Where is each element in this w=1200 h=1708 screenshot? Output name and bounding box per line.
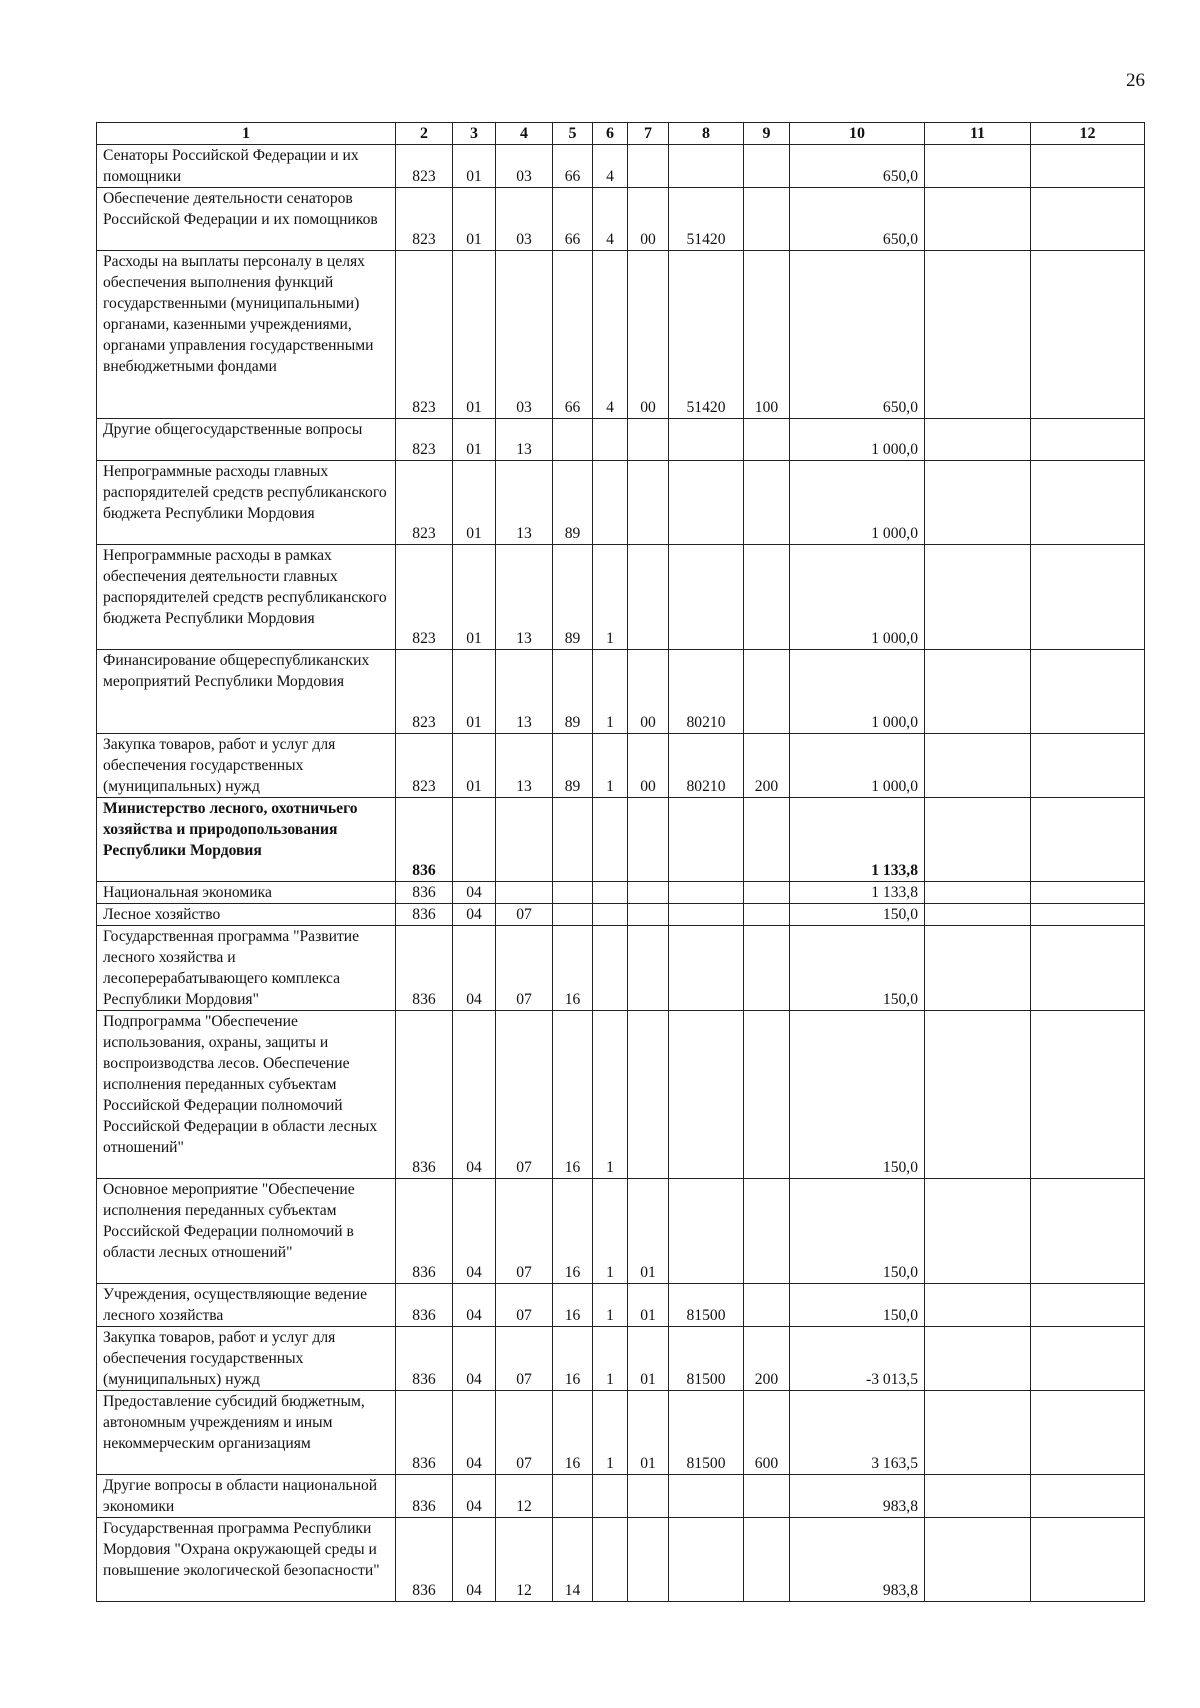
cell-c11 <box>925 798 1031 882</box>
cell-c6: 4 <box>593 188 628 251</box>
cell-c6 <box>593 904 628 926</box>
cell-c10: 650,0 <box>790 145 925 188</box>
cell-c3: 01 <box>453 734 496 798</box>
cell-c8: 81500 <box>669 1284 744 1327</box>
header-row <box>97 123 1145 145</box>
cell-c6: 4 <box>593 251 628 419</box>
row-name: Обеспечение деятельности сенаторов Российской Федерации и их помощников <box>97 188 396 251</box>
cell-c5: 16 <box>553 926 593 1011</box>
cell-c7 <box>628 926 669 1011</box>
cell-c2: 823 <box>396 650 453 734</box>
cell-c9: 200 <box>744 734 790 798</box>
cell-c10: 1 133,8 <box>790 798 925 882</box>
cell-c11 <box>925 188 1031 251</box>
cell-c2: 836 <box>396 926 453 1011</box>
cell-c7 <box>628 461 669 545</box>
cell-c10: -3 013,5 <box>790 1327 925 1391</box>
cell-c9: 200 <box>744 1327 790 1391</box>
cell-c7: 01 <box>628 1179 669 1284</box>
cell-c11 <box>925 882 1031 904</box>
cell-c8: 51420 <box>669 188 744 251</box>
row-name: Закупка товаров, работ и услуг для обеспечения государственных (муниципальных) нужд <box>97 734 396 798</box>
row-name: Учреждения, осуществляющие ведение лесного хозяйства <box>97 1284 396 1327</box>
cell-c9: 600 <box>744 1391 790 1475</box>
cell-c2: 836 <box>396 798 453 882</box>
cell-c3: 04 <box>453 1518 496 1602</box>
cell-c8 <box>669 926 744 1011</box>
cell-c10: 1 000,0 <box>790 461 925 545</box>
cell-c4 <box>496 798 553 882</box>
column-header-8: 8 <box>669 123 744 145</box>
cell-c11 <box>925 1327 1031 1391</box>
cell-c12 <box>1031 419 1145 461</box>
cell-c6: 1 <box>593 1284 628 1327</box>
cell-c10: 150,0 <box>790 1179 925 1284</box>
cell-c3: 04 <box>453 1475 496 1518</box>
table-row <box>97 419 1145 461</box>
cell-c3: 04 <box>453 926 496 1011</box>
cell-c8 <box>669 461 744 545</box>
table-row <box>97 461 1145 545</box>
cell-c11 <box>925 251 1031 419</box>
cell-c3: 04 <box>453 882 496 904</box>
cell-c7: 01 <box>628 1327 669 1391</box>
cell-c9 <box>744 461 790 545</box>
cell-c10: 150,0 <box>790 926 925 1011</box>
cell-c3: 04 <box>453 1179 496 1284</box>
cell-c3: 04 <box>453 1327 496 1391</box>
cell-c6 <box>593 1475 628 1518</box>
cell-c8 <box>669 419 744 461</box>
column-header-10: 10 <box>790 123 925 145</box>
cell-c12 <box>1031 926 1145 1011</box>
cell-c2: 836 <box>396 1391 453 1475</box>
cell-c4: 13 <box>496 650 553 734</box>
cell-c2: 823 <box>396 461 453 545</box>
cell-c5: 89 <box>553 545 593 650</box>
cell-c8 <box>669 145 744 188</box>
cell-c7 <box>628 882 669 904</box>
table-row <box>97 882 1145 904</box>
cell-c5: 16 <box>553 1284 593 1327</box>
cell-c8: 80210 <box>669 734 744 798</box>
cell-c3 <box>453 798 496 882</box>
cell-c2: 823 <box>396 145 453 188</box>
column-header-4: 4 <box>496 123 553 145</box>
cell-c11 <box>925 145 1031 188</box>
cell-c12 <box>1031 1518 1145 1602</box>
cell-c4: 07 <box>496 1011 553 1179</box>
table-row <box>97 1475 1145 1518</box>
cell-c5 <box>553 882 593 904</box>
row-name: Национальная экономика <box>97 882 396 904</box>
cell-c8 <box>669 1475 744 1518</box>
cell-c6: 4 <box>593 145 628 188</box>
row-name: Непрограммные расходы главных распорядителей средств республиканского бюджета Республики Мордовия <box>97 461 396 545</box>
cell-c12 <box>1031 1327 1145 1391</box>
cell-c11 <box>925 926 1031 1011</box>
cell-c6: 1 <box>593 1327 628 1391</box>
cell-c12 <box>1031 904 1145 926</box>
cell-c12 <box>1031 461 1145 545</box>
cell-c7: 00 <box>628 251 669 419</box>
cell-c8 <box>669 882 744 904</box>
cell-c12 <box>1031 1475 1145 1518</box>
table-row <box>97 188 1145 251</box>
cell-c6: 1 <box>593 545 628 650</box>
cell-c3: 04 <box>453 1011 496 1179</box>
cell-c8: 51420 <box>669 251 744 419</box>
cell-c11 <box>925 1011 1031 1179</box>
cell-c11 <box>925 1284 1031 1327</box>
cell-c11 <box>925 1179 1031 1284</box>
cell-c10: 1 000,0 <box>790 650 925 734</box>
cell-c4: 07 <box>496 904 553 926</box>
page-number: 26 <box>1126 70 1145 91</box>
cell-c7: 00 <box>628 188 669 251</box>
cell-c10: 3 163,5 <box>790 1391 925 1475</box>
cell-c2: 836 <box>396 1475 453 1518</box>
cell-c8 <box>669 1179 744 1284</box>
cell-c9 <box>744 1284 790 1327</box>
cell-c12 <box>1031 1284 1145 1327</box>
cell-c7 <box>628 1011 669 1179</box>
cell-c4: 07 <box>496 926 553 1011</box>
row-name: Подпрограмма "Обеспечение использования, охраны, защиты и воспроизводства лесов. Обеспечение исполнения переданных субъектам Российской Федерации полномочий Российской Федерации в области лесных отношений" <box>97 1011 396 1179</box>
table-row <box>97 251 1145 419</box>
cell-c3: 01 <box>453 419 496 461</box>
budget-table <box>96 122 1145 1602</box>
row-name: Министерство лесного, охотничьего хозяйства и природопользования Республики Мордовия <box>97 798 396 882</box>
cell-c7: 01 <box>628 1284 669 1327</box>
cell-c12 <box>1031 882 1145 904</box>
column-header-5: 5 <box>553 123 593 145</box>
column-header-3: 3 <box>453 123 496 145</box>
cell-c11 <box>925 419 1031 461</box>
row-name: Государственная программа "Развитие лесного хозяйства и лесоперерабатывающего комплекса Республики Мордовия" <box>97 926 396 1011</box>
cell-c11 <box>925 1475 1031 1518</box>
cell-c12 <box>1031 1391 1145 1475</box>
cell-c5 <box>553 1475 593 1518</box>
cell-c6: 1 <box>593 734 628 798</box>
cell-c4: 03 <box>496 251 553 419</box>
cell-c3: 04 <box>453 1284 496 1327</box>
cell-c7 <box>628 419 669 461</box>
table-row <box>97 145 1145 188</box>
cell-c5: 16 <box>553 1179 593 1284</box>
cell-c12 <box>1031 798 1145 882</box>
cell-c12 <box>1031 188 1145 251</box>
table-row <box>97 545 1145 650</box>
column-header-12: 12 <box>1031 123 1145 145</box>
table-row <box>97 1284 1145 1327</box>
row-name: Лесное хозяйство <box>97 904 396 926</box>
cell-c11 <box>925 461 1031 545</box>
row-name: Закупка товаров, работ и услуг для обеспечения государственных (муниципальных) нужд <box>97 1327 396 1391</box>
cell-c5: 66 <box>553 188 593 251</box>
column-header-9: 9 <box>744 123 790 145</box>
cell-c7 <box>628 798 669 882</box>
cell-c12 <box>1031 1179 1145 1284</box>
cell-c3: 01 <box>453 251 496 419</box>
cell-c7 <box>628 1475 669 1518</box>
cell-c2: 823 <box>396 734 453 798</box>
cell-c4: 13 <box>496 734 553 798</box>
cell-c2: 836 <box>396 882 453 904</box>
cell-c12 <box>1031 650 1145 734</box>
table-row <box>97 1391 1145 1475</box>
cell-c10: 1 000,0 <box>790 419 925 461</box>
cell-c3: 01 <box>453 145 496 188</box>
cell-c2: 836 <box>396 904 453 926</box>
cell-c7 <box>628 545 669 650</box>
cell-c6 <box>593 419 628 461</box>
table-row <box>97 1011 1145 1179</box>
cell-c2: 836 <box>396 1518 453 1602</box>
cell-c4: 13 <box>496 545 553 650</box>
cell-c10: 983,8 <box>790 1518 925 1602</box>
cell-c4: 03 <box>496 145 553 188</box>
cell-c11 <box>925 734 1031 798</box>
row-name: Другие общегосударственные вопросы <box>97 419 396 461</box>
cell-c5 <box>553 798 593 882</box>
cell-c8 <box>669 1011 744 1179</box>
cell-c7 <box>628 145 669 188</box>
cell-c7: 00 <box>628 650 669 734</box>
cell-c9 <box>744 1518 790 1602</box>
column-header-1: 1 <box>97 123 396 145</box>
cell-c2: 836 <box>396 1179 453 1284</box>
table-row <box>97 650 1145 734</box>
cell-c4: 07 <box>496 1284 553 1327</box>
cell-c6: 1 <box>593 1011 628 1179</box>
cell-c5: 16 <box>553 1327 593 1391</box>
cell-c9 <box>744 926 790 1011</box>
row-name: Сенаторы Российской Федерации и их помощники <box>97 145 396 188</box>
cell-c11 <box>925 545 1031 650</box>
cell-c4: 13 <box>496 461 553 545</box>
cell-c5 <box>553 419 593 461</box>
cell-c8 <box>669 904 744 926</box>
cell-c2: 823 <box>396 251 453 419</box>
cell-c7: 01 <box>628 1391 669 1475</box>
cell-c9 <box>744 145 790 188</box>
cell-c4: 13 <box>496 419 553 461</box>
cell-c2: 836 <box>396 1327 453 1391</box>
cell-c4 <box>496 882 553 904</box>
cell-c2: 836 <box>396 1011 453 1179</box>
cell-c12 <box>1031 545 1145 650</box>
column-header-2: 2 <box>396 123 453 145</box>
cell-c12 <box>1031 145 1145 188</box>
cell-c5: 16 <box>553 1391 593 1475</box>
cell-c2: 823 <box>396 419 453 461</box>
cell-c5: 14 <box>553 1518 593 1602</box>
cell-c9 <box>744 188 790 251</box>
cell-c4: 12 <box>496 1475 553 1518</box>
cell-c3: 01 <box>453 650 496 734</box>
cell-c5: 89 <box>553 650 593 734</box>
table-row <box>97 904 1145 926</box>
cell-c5: 16 <box>553 1011 593 1179</box>
cell-c7 <box>628 904 669 926</box>
cell-c8: 81500 <box>669 1327 744 1391</box>
cell-c10: 1 000,0 <box>790 734 925 798</box>
cell-c11 <box>925 1518 1031 1602</box>
cell-c9 <box>744 545 790 650</box>
cell-c3: 01 <box>453 461 496 545</box>
cell-c8: 80210 <box>669 650 744 734</box>
cell-c5: 89 <box>553 461 593 545</box>
cell-c4: 07 <box>496 1391 553 1475</box>
table-row <box>97 798 1145 882</box>
cell-c10: 1 133,8 <box>790 882 925 904</box>
cell-c6 <box>593 926 628 1011</box>
table-row <box>97 1179 1145 1284</box>
cell-c9 <box>744 650 790 734</box>
cell-c11 <box>925 650 1031 734</box>
cell-c9: 100 <box>744 251 790 419</box>
cell-c8 <box>669 545 744 650</box>
cell-c5: 66 <box>553 145 593 188</box>
cell-c9 <box>744 419 790 461</box>
cell-c4: 07 <box>496 1179 553 1284</box>
cell-c8: 81500 <box>669 1391 744 1475</box>
row-name: Другие вопросы в области национальной экономики <box>97 1475 396 1518</box>
cell-c10: 1 000,0 <box>790 545 925 650</box>
cell-c4: 03 <box>496 188 553 251</box>
cell-c6 <box>593 1518 628 1602</box>
row-name: Финансирование общереспубликанских мероприятий Республики Мордовия <box>97 650 396 734</box>
row-name: Предоставление субсидий бюджетным, автономным учреждениям и иным некоммерческим организациям <box>97 1391 396 1475</box>
cell-c6 <box>593 461 628 545</box>
table-row <box>97 1518 1145 1602</box>
cell-c3: 01 <box>453 545 496 650</box>
table-row <box>97 1327 1145 1391</box>
cell-c11 <box>925 1391 1031 1475</box>
cell-c6: 1 <box>593 1179 628 1284</box>
cell-c12 <box>1031 734 1145 798</box>
row-name: Непрограммные расходы в рамках обеспечения деятельности главных распорядителей средств республиканского бюджета Республики Мордовия <box>97 545 396 650</box>
cell-c5: 66 <box>553 251 593 419</box>
cell-c9 <box>744 1475 790 1518</box>
cell-c8 <box>669 1518 744 1602</box>
row-name: Основное мероприятие "Обеспечение исполнения переданных субъектам Российской Федерации полномочий в области лесных отношений" <box>97 1179 396 1284</box>
cell-c5: 89 <box>553 734 593 798</box>
cell-c10: 650,0 <box>790 188 925 251</box>
cell-c10: 150,0 <box>790 1011 925 1179</box>
cell-c7: 00 <box>628 734 669 798</box>
cell-c9 <box>744 1179 790 1284</box>
column-header-6: 6 <box>593 123 628 145</box>
row-name: Государственная программа Республики Мордовия "Охрана окружающей среды и повышение экологической безопасности" <box>97 1518 396 1602</box>
cell-c9 <box>744 882 790 904</box>
cell-c8 <box>669 798 744 882</box>
cell-c5 <box>553 904 593 926</box>
cell-c10: 983,8 <box>790 1475 925 1518</box>
cell-c7 <box>628 1518 669 1602</box>
cell-c10: 650,0 <box>790 251 925 419</box>
cell-c12 <box>1031 251 1145 419</box>
cell-c10: 150,0 <box>790 1284 925 1327</box>
cell-c6: 1 <box>593 1391 628 1475</box>
cell-c3: 04 <box>453 904 496 926</box>
cell-c2: 823 <box>396 188 453 251</box>
cell-c10: 150,0 <box>790 904 925 926</box>
cell-c2: 836 <box>396 1284 453 1327</box>
cell-c12 <box>1031 1011 1145 1179</box>
column-header-7: 7 <box>628 123 669 145</box>
cell-c6: 1 <box>593 650 628 734</box>
cell-c11 <box>925 904 1031 926</box>
cell-c9 <box>744 904 790 926</box>
cell-c2: 823 <box>396 545 453 650</box>
cell-c4: 12 <box>496 1518 553 1602</box>
column-header-11: 11 <box>925 123 1031 145</box>
cell-c9 <box>744 1011 790 1179</box>
table-row <box>97 734 1145 798</box>
row-name: Расходы на выплаты персоналу в целях обеспечения выполнения функций государственными (муниципальными) органами, казенными учреждениями, органами управления государственными внебюджетными фондами <box>97 251 396 419</box>
cell-c3: 04 <box>453 1391 496 1475</box>
table-row <box>97 926 1145 1011</box>
cell-c3: 01 <box>453 188 496 251</box>
cell-c6 <box>593 798 628 882</box>
cell-c9 <box>744 798 790 882</box>
cell-c4: 07 <box>496 1327 553 1391</box>
cell-c6 <box>593 882 628 904</box>
